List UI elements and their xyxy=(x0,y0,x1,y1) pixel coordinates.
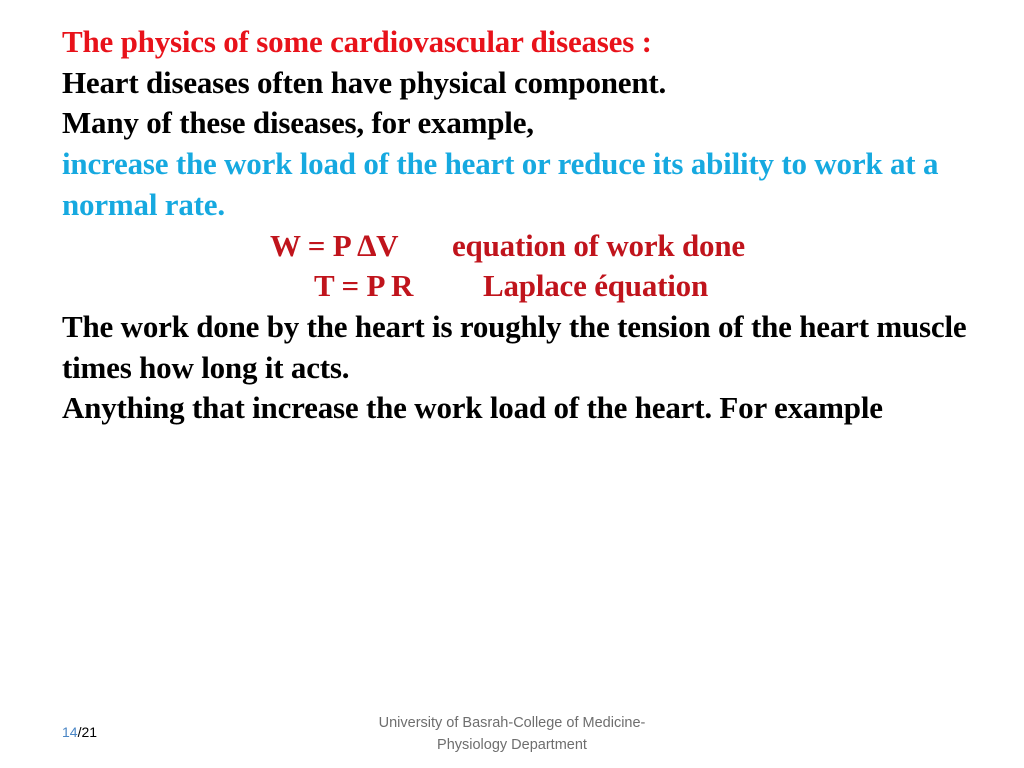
equation-work-row xyxy=(62,226,992,267)
institution-line-2: Physiology Department xyxy=(437,737,587,753)
institution-line-1: University of Basrah-College of Medicine- xyxy=(378,715,646,731)
work-paragraph: The work done by the heart is roughly the tension of the heart muscle times how long it acts. xyxy=(62,308,967,385)
highlight-text: increase the work load of the heart or reduce its ability to work at a normal rate. xyxy=(62,146,939,222)
page-number xyxy=(62,724,97,740)
equation-work-label: equation of work done xyxy=(452,227,745,263)
page-total: /21 xyxy=(77,724,98,740)
equation-laplace-row xyxy=(62,266,992,307)
slide-content xyxy=(62,22,992,429)
equation-laplace-label: Laplace équation xyxy=(483,268,709,304)
equation-work-formula: W = P ∆V xyxy=(270,227,399,263)
institution-footer xyxy=(340,712,684,756)
text-line-1: Heart diseases often have physical component. xyxy=(62,64,667,100)
slide-title: The physics of some cardiovascular diseases : xyxy=(62,24,652,59)
equation-laplace-formula: T = P R xyxy=(314,268,414,304)
text-line-2: Many of these diseases, for example, xyxy=(62,105,534,141)
page-current: 14 xyxy=(62,724,78,740)
text-last-line: Anything that increase the work load of the heart. For example xyxy=(62,390,883,426)
